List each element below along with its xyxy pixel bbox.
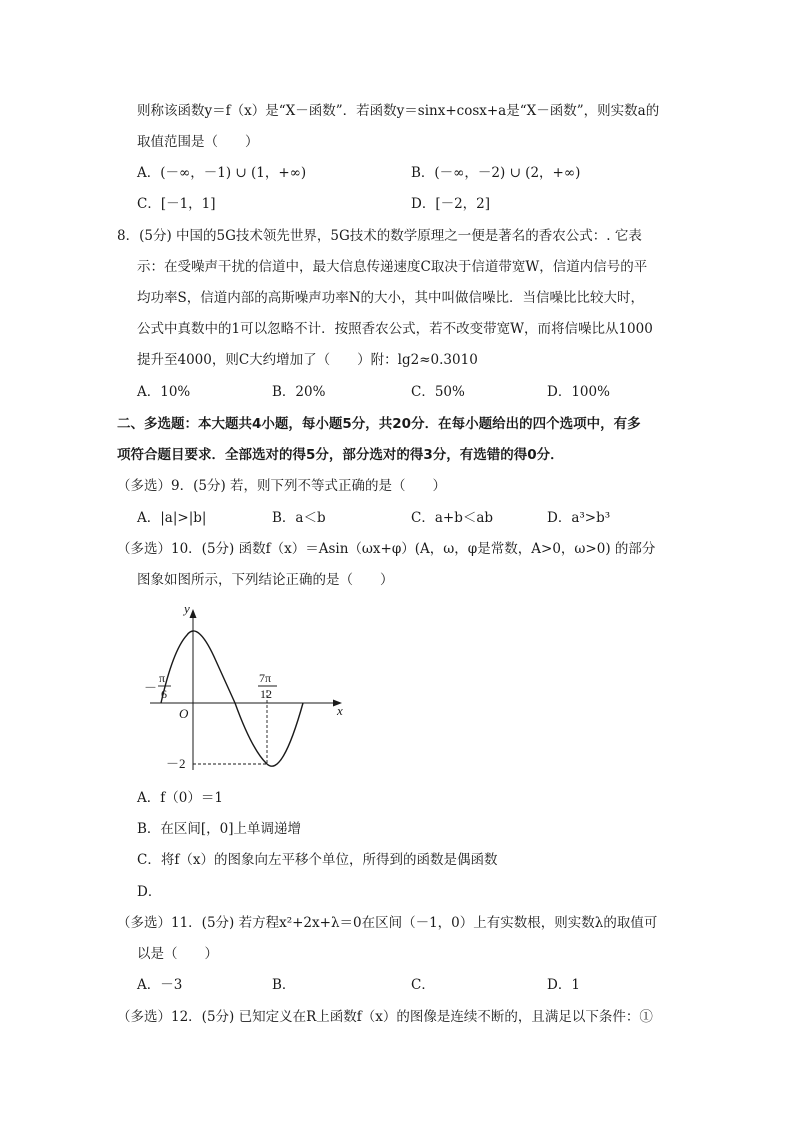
q10-option-a: A．f（0）＝1	[137, 790, 223, 806]
q10-sine-graph	[140, 598, 360, 778]
q8-line2: 示：在受噪声干扰的信道中，最大信息传递速度C取决于信道带宽W，信道内信号的平	[137, 259, 648, 275]
y-axis-arrow-icon	[190, 609, 197, 618]
section-2-heading-line2: 项符合题目要求．全部选对的得5分，部分选对的得3分，有选错的得0分．	[117, 447, 564, 463]
q8-line3: 均功率S，信道内部的高斯噪声功率N的大小，其中叫做信噪比．当信噪比比较大时，	[137, 290, 645, 306]
origin-label: O	[179, 706, 189, 721]
q10-option-b: B．在区间[，0]上单调递增	[137, 821, 302, 837]
q11-option-c: C．	[411, 977, 435, 993]
section-2-heading-line1: 二、多选题：本大题共4小题，每小题5分，共20分．在每小题给出的四个选项中，有多	[117, 416, 641, 432]
min-value-label: －2	[166, 756, 186, 771]
q10-option-d: D．	[137, 884, 162, 900]
q8-line4: 公式中真数中的1可以忽略不计．按照香农公式，若不改变带宽W，而将信噪比从1000	[137, 321, 653, 337]
q10-line1: （多选）10．(5分) 函数f（x）＝Asin（ωx+φ）(A，ω，φ是常数，A>0，ω>0) 的部分	[117, 541, 656, 557]
q9-option-c: C．a+b＜ab	[411, 510, 494, 526]
q9-option-b: B．a＜b	[272, 510, 326, 526]
q7-option-d: D．[－2，2]	[411, 196, 491, 212]
q9-line: （多选）9．(5分) 若，则下列不等式正确的是（ ）	[117, 478, 447, 494]
q11-line1: （多选）11．(5分) 若方程x²+2x+λ＝0在区间（－1，0）上有实数根，则实数λ的取值可	[117, 915, 658, 931]
q7-option-a: A．(－∞，－1) ∪ (1，+∞)	[137, 165, 307, 181]
q9-option-a: A．|a|>|b|	[137, 510, 207, 526]
q7-option-c: C．[－1，1]	[137, 196, 216, 212]
q11-option-d: D．1	[547, 977, 580, 993]
q8-option-a: A．10%	[137, 384, 191, 400]
neg-x-denominator: 6	[161, 687, 167, 701]
q10-line2: 图象如图所示，下列结论正确的是（ ）	[137, 572, 394, 588]
q11-option-a: A．－3	[137, 977, 183, 993]
q7-line1: 则称该函数y＝f（x）是“X－函数”．若函数y＝sinx+cosx+a是“X－函数”，则实数a的	[137, 103, 660, 119]
q12-line1: （多选）12．(5分) 已知定义在R上函数f（x）的图像是连续不断的，且满足以下条件：①	[117, 1009, 653, 1025]
sine-curve	[161, 631, 303, 766]
neg-sign: －	[144, 680, 158, 695]
neg-x-numerator: π	[159, 671, 166, 685]
pos-x-denominator: 12	[260, 687, 272, 701]
q8-option-d: D．100%	[547, 384, 610, 400]
q11-line2: 以是（ ）	[137, 946, 218, 962]
q7-option-b: B．(－∞，－2) ∪ (2，+∞)	[411, 165, 581, 181]
y-axis-label: y	[184, 601, 190, 616]
q8-line1: 8．(5分) 中国的5G技术领先世界，5G技术的数学原理之一便是著名的香农公式：. 它表	[117, 228, 642, 244]
pos-x-numerator: 7π	[259, 671, 272, 685]
q9-option-d: D．a³>b³	[547, 510, 611, 526]
q7-line2: 取值范围是（ ）	[137, 134, 259, 150]
q8-option-b: B．20%	[272, 384, 326, 400]
q10-option-c: C．将f（x）的图象向左平移个单位，所得到的函数是偶函数	[137, 852, 498, 868]
q8-option-c: C．50%	[411, 384, 465, 400]
q11-option-b: B．	[272, 977, 296, 993]
q8-line5: 提升至4000，则C大约增加了（ ）附：lg2≈0.3010	[137, 352, 478, 368]
x-axis-label: x	[337, 703, 343, 718]
